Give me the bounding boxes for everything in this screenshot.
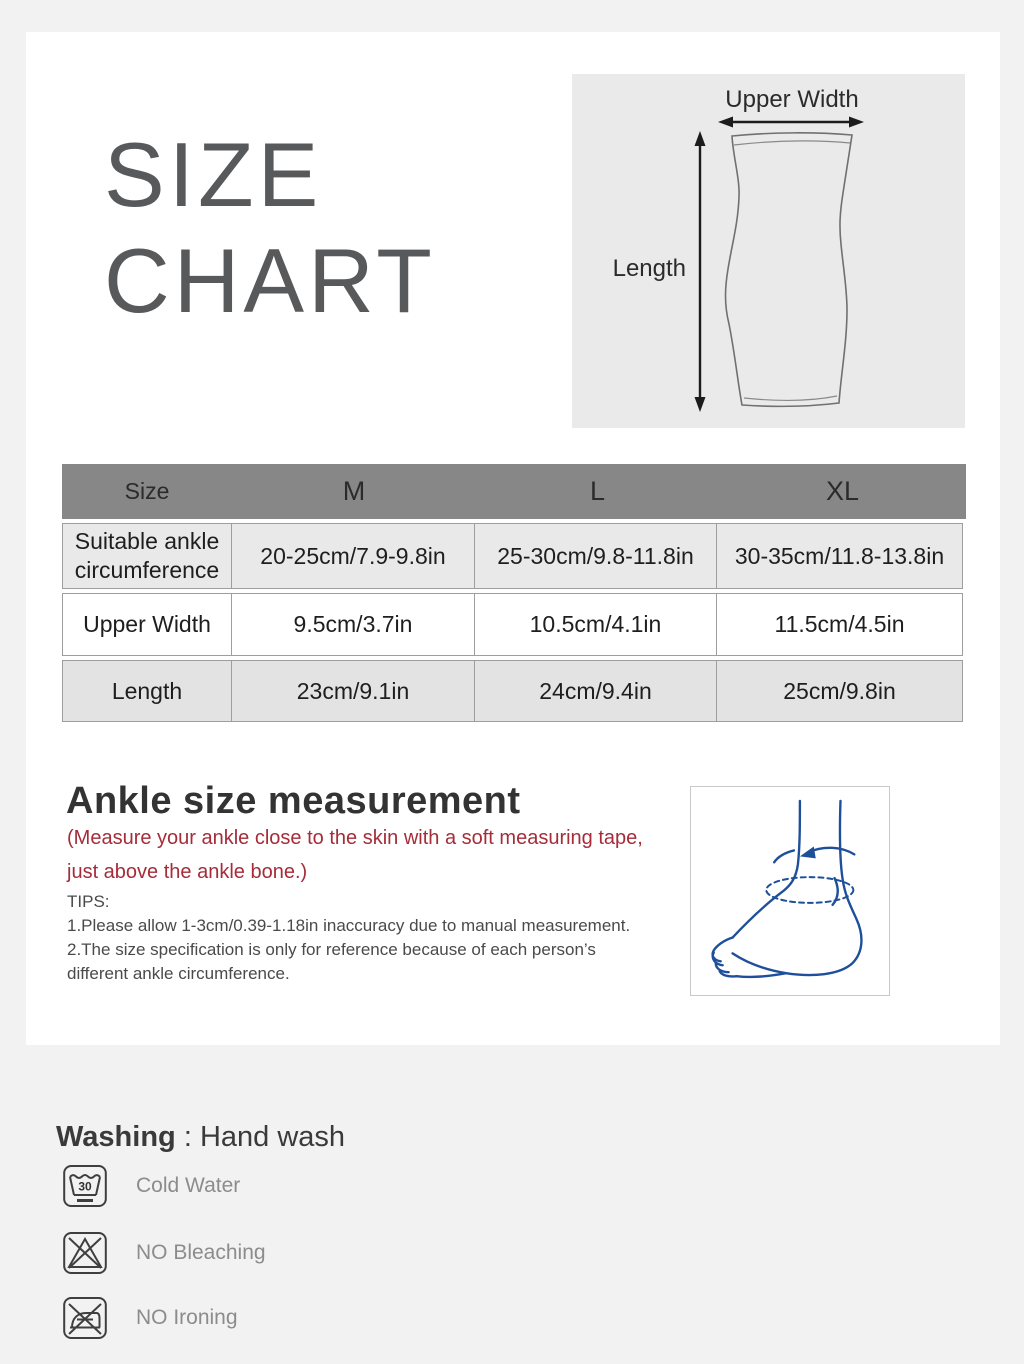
washing-separator: : (175, 1121, 200, 1153)
cell-m: 20-25cm/7.9-9.8in (231, 523, 475, 589)
cell-xl: 11.5cm/4.5in (716, 593, 963, 656)
table-row-upper-width (62, 593, 966, 656)
upper-width-arrowhead-left (718, 117, 733, 128)
washing-value: Hand wash (199, 1121, 346, 1153)
length-label: Length (612, 255, 686, 282)
wash-instruction-no-bleach (62, 1230, 266, 1276)
page-title-line1: SIZE (104, 125, 323, 226)
content-card (26, 32, 1000, 1045)
cell-l: 25-30cm/9.8-11.8in (474, 523, 717, 589)
col-header-xl: XL (825, 476, 860, 506)
wash-temperature: 30 (78, 1179, 92, 1194)
cell-l: 24cm/9.4in (474, 660, 717, 722)
cell-l: 10.5cm/4.1in (474, 593, 717, 656)
no-iron-icon (62, 1295, 108, 1341)
wash-instruction-label: NO Bleaching (136, 1241, 266, 1264)
col-header-m: M (342, 476, 366, 506)
sleeve-bottom-cuff-line (744, 396, 837, 400)
tips-line-1: 1.Please allow 1-3cm/0.39-1.18in inaccuracy due to manual measurement. (67, 916, 631, 935)
measurement-tips (67, 890, 630, 986)
measurement-note-line1: (Measure your ankle close to the skin with a soft measuring tape, (67, 827, 643, 849)
washing-label: Washing (56, 1121, 176, 1153)
tips-title: TIPS: (67, 892, 110, 911)
upper-width-label: Upper Width (725, 86, 859, 113)
page-title (104, 123, 436, 335)
cell-xl: 25cm/9.8in (716, 660, 963, 722)
row-label: Suitable ankle circumference (62, 523, 232, 589)
row-label: Upper Width (62, 593, 232, 656)
size-table-header (62, 464, 966, 519)
cell-m: 23cm/9.1in (231, 660, 475, 722)
sleeve-top-cuff-line (734, 141, 850, 145)
col-header-l: L (589, 476, 606, 506)
ankle-measure-illustration-box (690, 786, 890, 996)
length-arrowhead-top (695, 131, 706, 146)
wash-instruction-cold-water (62, 1163, 240, 1209)
no-bleach-icon (62, 1230, 108, 1276)
wash-instruction-no-iron (62, 1295, 238, 1341)
table-row-length (62, 660, 966, 722)
foot-icon (691, 787, 889, 995)
wash-instruction-label: NO Ironing (136, 1306, 238, 1329)
row-label: Length (62, 660, 232, 722)
washing-title (56, 1121, 345, 1154)
length-arrowhead-bottom (695, 397, 706, 412)
sleeve-outline-drawing (572, 74, 965, 428)
upper-width-arrowhead-right (849, 117, 864, 128)
cell-m: 9.5cm/3.7in (231, 593, 475, 656)
col-header-size: Size (124, 478, 170, 504)
foot-arrowhead (800, 846, 816, 858)
measurement-note-line2: just above the ankle bone.) (67, 861, 308, 883)
page-title-line2: CHART (104, 231, 436, 332)
sleeve-outline (726, 133, 853, 406)
size-table (62, 464, 966, 726)
tips-line-2: 2.The size specification is only for reference because of each person’s (67, 940, 596, 959)
measurement-heading: Ankle size measurement (66, 780, 521, 822)
sleeve-measurement-diagram (572, 74, 965, 428)
table-row-circumference (62, 523, 966, 589)
measurement-note (67, 821, 643, 889)
cell-xl: 30-35cm/11.8-13.8in (716, 523, 963, 589)
wash-30-icon (62, 1163, 108, 1209)
wash-instruction-label: Cold Water (136, 1174, 241, 1197)
tips-line-3: different ankle circumference. (67, 964, 290, 983)
